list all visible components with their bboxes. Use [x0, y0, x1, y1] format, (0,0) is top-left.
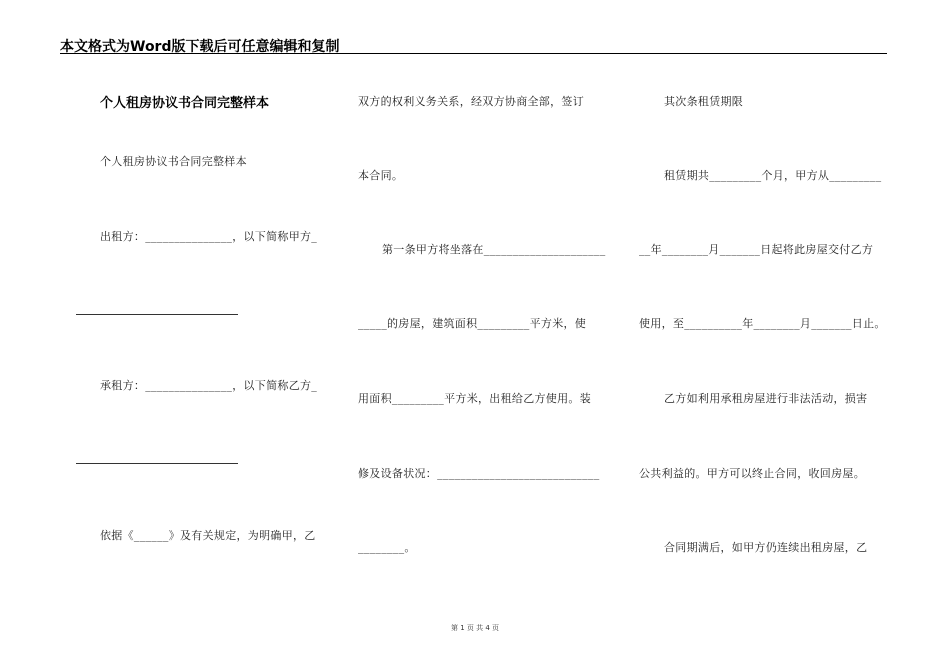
col2-line-2: 本合同。 — [358, 169, 404, 182]
col3-line-6: 公共利益的。甲方可以终止合同，收回房屋。 — [639, 467, 865, 480]
document-title: 个人租房协议书合同完整样本 — [100, 96, 270, 111]
col3-line-5: 乙方如利用承租房屋进行非法活动，损害 — [664, 392, 868, 405]
col1-line-1: 个人租房协议书合同完整样本 — [100, 155, 247, 168]
col3-line-7: 合同期满后，如甲方仍连续出租房屋，乙 — [664, 541, 868, 554]
col2-line-1: 双方的权利义务关系，经双方协商全部，签订 — [358, 95, 584, 108]
page-number-footer: 第 1 页 共 4 页 — [450, 624, 500, 632]
col1-line-4: 依据《______》及有关规定，为明确甲，乙 — [100, 529, 316, 542]
col3-line-2: 租赁期共_________个月，甲方从_________ — [664, 169, 882, 182]
col2-line-5: 用面积_________平方米，出租给乙方使用。装 — [358, 392, 591, 405]
col3-line-3: __年________月_______日起将此房屋交付乙方 — [639, 243, 874, 256]
col3-line-1: 其次条租赁期限 — [664, 95, 744, 108]
header-divider — [60, 53, 887, 54]
col1-line-2: 出租方：_______________，以下简称甲方_ — [100, 230, 318, 243]
col1-blank-rule-1 — [76, 314, 238, 315]
document-header: 本文格式为Word版下载后可任意编辑和复制 — [60, 39, 340, 55]
col2-line-7: ________。 — [358, 541, 416, 554]
col2-line-4: _____的房屋，建筑面积_________平方米，使 — [358, 317, 587, 330]
col1-line-3: 承租方：_______________，以下简称乙方_ — [100, 379, 318, 392]
col1-blank-rule-2 — [76, 463, 238, 464]
col2-line-3: 第一条甲方将坐落在_____________________ — [382, 243, 606, 256]
col3-line-4: 使用，至__________年________月_______日止。 — [639, 317, 886, 330]
col2-line-6: 修及设备状况：____________________________ — [358, 467, 600, 480]
